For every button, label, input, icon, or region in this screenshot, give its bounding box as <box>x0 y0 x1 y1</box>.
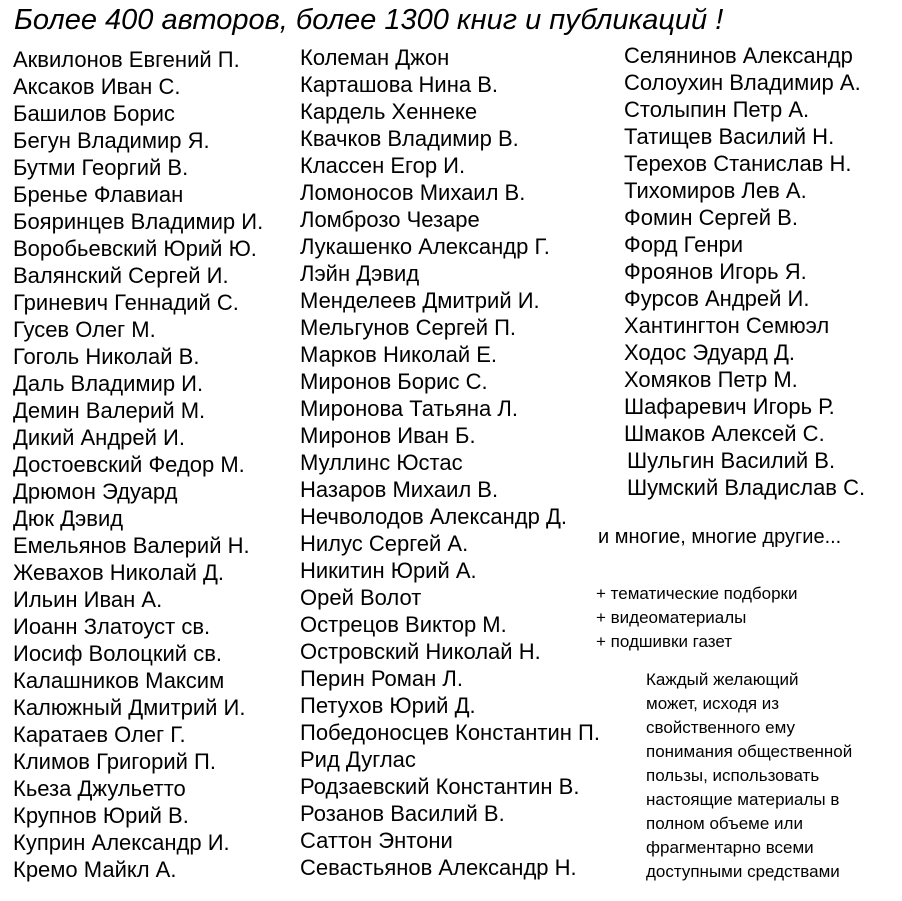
author-name: Гриневич Геннадий С. <box>13 290 239 315</box>
page-title: Более 400 авторов, более 1300 книг и публикаций ! <box>14 4 724 36</box>
author-name: Острецов Виктор М. <box>300 612 507 637</box>
author-name: Кремо Майкл А. <box>13 857 177 882</box>
author-name: Назаров Михаил В. <box>300 477 499 502</box>
author-name: Аквилонов Евгений П. <box>13 47 240 72</box>
author-name: Даль Владимир И. <box>13 371 204 396</box>
author-name: Бренье Флавиан <box>13 182 184 207</box>
author-name: Саттон Энтони <box>300 828 453 853</box>
author-name: Бегун Владимир Я. <box>13 128 210 153</box>
author-name: Демин Валерий М. <box>13 398 206 423</box>
author-name: Менделеев Дмитрий И. <box>300 288 540 313</box>
author-name: Гусев Олег М. <box>13 317 156 342</box>
author-name: Миронов Иван Б. <box>300 423 476 448</box>
author-name: Хомяков Петр М. <box>624 367 798 392</box>
author-name: Аксаков Иван С. <box>13 74 181 99</box>
author-name: Крупнов Юрий В. <box>13 803 189 828</box>
author-name: Ходос Эдуард Д. <box>624 340 795 365</box>
author-name: Дрюмон Эдуард <box>13 479 178 504</box>
usage-note-line: свойственного ему <box>646 718 795 737</box>
author-name: Калашников Максим <box>13 668 225 693</box>
author-name: Жевахов Николай Д. <box>13 560 225 585</box>
author-name: Валянский Сергей И. <box>13 263 229 288</box>
author-name: Муллинс Юстас <box>300 450 463 475</box>
extras-item: + тематические подборки <box>596 584 798 603</box>
author-name: Форд Генри <box>624 232 743 257</box>
usage-note-line: настоящие материалы в <box>646 790 840 809</box>
author-name: Орей Волот <box>300 585 422 610</box>
author-name: Емельянов Валерий Н. <box>13 533 250 558</box>
author-name: Дюк Дэвид <box>13 506 124 531</box>
author-name: Рид Дуглас <box>300 747 416 772</box>
author-name: Перин Роман Л. <box>300 666 463 691</box>
usage-note <box>646 668 898 884</box>
author-name: Ломброзо Чезаре <box>300 207 480 232</box>
extras-list <box>596 582 797 654</box>
author-name: Селянинов Александр <box>624 43 853 68</box>
author-name: Кьеза Джульетто <box>13 776 186 801</box>
author-name: Солоухин Владимир А. <box>624 70 861 95</box>
usage-note-line: полном объеме или <box>646 814 803 833</box>
usage-note-line: фрагментарно всеми <box>646 838 814 857</box>
and-many-others-text: и многие, многие другие... <box>598 526 842 548</box>
author-name: Лэйн Дэвид <box>300 261 420 286</box>
author-name: Шмаков Алексей С. <box>624 421 825 446</box>
authors-column-3 <box>624 42 865 501</box>
author-name: Розанов Василий В. <box>300 801 505 826</box>
author-name: Лукашенко Александр Г. <box>300 234 550 259</box>
authors-column-1 <box>13 46 263 883</box>
extras-item: + видеоматериалы <box>596 608 747 627</box>
author-name: Иосиф Волоцкий св. <box>13 641 223 666</box>
extras-item: + подшивки газет <box>596 632 733 651</box>
author-name: Фурсов Андрей И. <box>624 286 810 311</box>
author-name: Терехов Станислав Н. <box>624 151 852 176</box>
author-name: Климов Григорий П. <box>13 749 216 774</box>
usage-note-line: Каждый желающий <box>646 670 799 689</box>
usage-note-line: доступными средствами <box>646 862 840 881</box>
author-name: Бояринцев Владимир И. <box>13 209 264 234</box>
author-name: Куприн Александр И. <box>13 830 230 855</box>
author-name: Родзаевский Константин В. <box>300 774 580 799</box>
author-name: Гоголь Николай В. <box>13 344 200 369</box>
author-name: Иоанн Златоуст св. <box>13 614 211 639</box>
author-name: Победоносцев Константин П. <box>300 720 600 745</box>
author-name: Каратаев Олег Г. <box>13 722 186 747</box>
author-name: Карташова Нина В. <box>300 72 498 97</box>
author-name: Марков Николай Е. <box>300 342 498 367</box>
author-name: Миронов Борис С. <box>300 369 488 394</box>
author-name: Калюжный Дмитрий И. <box>13 695 246 720</box>
author-name: Башилов Борис <box>13 101 175 126</box>
author-name: Никитин Юрий А. <box>300 558 477 583</box>
author-name: Тихомиров Лев А. <box>624 178 807 203</box>
author-name: Дикий Андрей И. <box>13 425 185 450</box>
author-name: Петухов Юрий Д. <box>300 693 476 718</box>
author-name: Нилус Сергей А. <box>300 531 469 556</box>
author-name: Миронова Татьяна Л. <box>300 396 518 421</box>
author-name: Хантингтон Семюэл <box>624 313 830 338</box>
author-name: Нечволодов Александр Д. <box>300 504 567 529</box>
authors-column-2 <box>300 44 600 881</box>
author-name: Севастьянов Александр Н. <box>300 855 577 880</box>
author-name: Татищев Василий Н. <box>624 124 835 149</box>
author-name: Фомин Сергей В. <box>624 205 798 230</box>
author-name: Столыпин Петр А. <box>624 97 810 122</box>
author-name: Квачков Владимир В. <box>300 126 519 151</box>
author-name: Шафаревич Игорь Р. <box>624 394 835 419</box>
usage-note-line: понимания общественной <box>646 742 853 761</box>
author-name: Шумский Владислав С. <box>627 475 866 500</box>
author-name: Ильин Иван А. <box>13 587 163 612</box>
author-name: Достоевский Федор М. <box>13 452 245 477</box>
usage-note-line: пользы, использовать <box>646 766 820 785</box>
author-name: Колеман Джон <box>300 45 450 70</box>
author-name: Кардель Хеннеке <box>300 99 478 124</box>
author-name: Классен Егор И. <box>300 153 466 178</box>
author-name: Шульгин Василий В. <box>627 448 836 473</box>
usage-note-line: может, исходя из <box>646 694 780 713</box>
author-name: Островский Николай Н. <box>300 639 541 664</box>
author-name: Бутми Георгий В. <box>13 155 189 180</box>
author-name: Фроянов Игорь Я. <box>624 259 807 284</box>
author-name: Ломоносов Михаил В. <box>300 180 526 205</box>
author-name: Воробьевский Юрий Ю. <box>13 236 257 261</box>
author-name: Мельгунов Сергей П. <box>300 315 517 340</box>
